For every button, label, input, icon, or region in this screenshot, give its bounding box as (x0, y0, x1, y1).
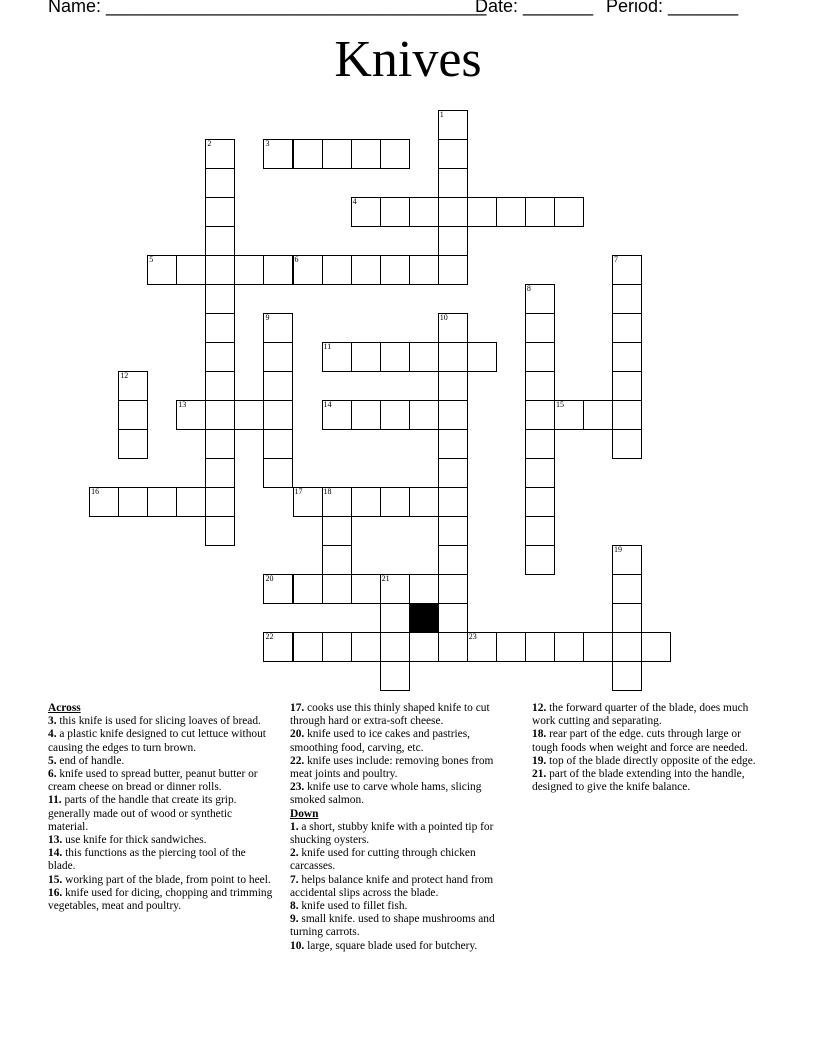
grid-cell[interactable] (118, 371, 148, 401)
clue-number: 2. (290, 847, 299, 860)
grid-cell[interactable] (118, 487, 148, 517)
grid-cell[interactable] (612, 545, 642, 575)
clue (48, 887, 274, 913)
grid-cell[interactable] (322, 487, 352, 517)
grid-cell[interactable] (351, 255, 381, 285)
grid-cell[interactable] (263, 313, 293, 343)
grid-cell[interactable] (351, 400, 381, 430)
clue-text: cooks use this thinly shaped knife to cut through hard or extra-soft cheese. (290, 702, 490, 728)
clue (290, 940, 516, 953)
grid-cell[interactable] (380, 197, 410, 227)
grid-cell[interactable] (351, 574, 381, 604)
grid-cell[interactable] (525, 313, 555, 343)
cell-number: 3 (265, 138, 270, 148)
grid-cell[interactable] (176, 400, 206, 430)
clue-text: knife used for dicing, chopping and trimming vegetables, meat and poultry. (48, 886, 273, 913)
grid-cell[interactable] (525, 458, 555, 488)
cell-number: 22 (265, 632, 274, 642)
grid-cell[interactable] (438, 342, 468, 372)
cell-number: 8 (526, 283, 531, 293)
grid-cell[interactable] (525, 197, 555, 227)
clue-number: 8. (290, 900, 299, 913)
grid-cell[interactable] (322, 255, 352, 285)
clue-text: this functions as the piercing tool of the blade. (48, 847, 246, 873)
grid-cell[interactable] (205, 458, 235, 488)
grid-cell[interactable] (351, 487, 381, 517)
clue-text: knife used to fillet fish. (298, 900, 408, 913)
grid-cell[interactable] (205, 197, 235, 227)
grid-cell[interactable] (176, 255, 206, 285)
grid-cell[interactable] (351, 197, 381, 227)
grid-cell[interactable] (467, 197, 497, 227)
grid-cell[interactable] (147, 487, 177, 517)
clue-number: 10. (290, 939, 305, 952)
grid-cell[interactable] (351, 342, 381, 372)
grid-cell[interactable] (322, 574, 352, 604)
grid-cell[interactable] (263, 574, 293, 604)
clue (532, 755, 768, 768)
grid-cell[interactable] (525, 429, 555, 459)
grid-cell[interactable] (263, 255, 293, 285)
grid-cell[interactable] (176, 487, 206, 517)
grid-cell[interactable] (205, 516, 235, 546)
grid-cell[interactable] (380, 632, 410, 662)
page-title: Knives (334, 31, 482, 88)
clue-text: top of the blade directly opposite of the edge. (546, 754, 756, 767)
clue-number: 9. (290, 913, 299, 926)
grid-cell[interactable] (438, 458, 468, 488)
grid-cell[interactable] (612, 429, 642, 459)
name-field: Name: ______________________________________ (48, 0, 487, 16)
grid-cell[interactable] (525, 284, 555, 314)
clue-number: 16. (48, 886, 63, 899)
clue-text: working part of the blade, from point to heel. (62, 873, 271, 886)
grid-cell[interactable] (89, 487, 119, 517)
grid-cell[interactable] (380, 574, 410, 604)
clue (532, 728, 768, 754)
grid-cell[interactable] (525, 371, 555, 401)
clue (532, 768, 768, 794)
date-field: Date: _______ (475, 0, 594, 16)
grid-cell[interactable] (263, 400, 293, 430)
clue-number: 21. (532, 768, 547, 781)
grid-block (409, 603, 439, 633)
cell-number: 14 (323, 400, 332, 409)
clue (48, 715, 274, 728)
grid-cell[interactable] (205, 487, 235, 517)
grid-cell[interactable] (409, 342, 439, 372)
clue (290, 728, 516, 754)
clue-number: 19. (532, 754, 547, 767)
clue-number: 22. (290, 754, 305, 767)
cell-number: 9 (265, 312, 270, 322)
grid-cell[interactable] (380, 661, 410, 691)
grid-cell[interactable] (380, 487, 410, 517)
clue-number: 6. (48, 768, 57, 781)
grid-cell[interactable] (322, 545, 352, 575)
grid-cell[interactable] (525, 342, 555, 372)
clue-number: 11. (48, 794, 62, 807)
grid-cell[interactable] (293, 574, 323, 604)
down-heading: Down (290, 807, 319, 820)
cell-number: 10 (439, 312, 448, 322)
grid-cell[interactable] (409, 400, 439, 430)
grid-cell[interactable] (205, 429, 235, 459)
grid-cell[interactable] (554, 400, 584, 430)
cell-number: 17 (294, 487, 303, 497)
clue (48, 794, 274, 834)
clue-text: knife used for cutting through chicken carcasses. (290, 847, 476, 873)
cell-number: 2 (207, 138, 212, 148)
grid-cell[interactable] (525, 487, 555, 517)
clue (290, 913, 516, 939)
grid-cell[interactable] (438, 226, 468, 256)
grid-cell[interactable] (322, 139, 352, 169)
clue (290, 821, 516, 847)
clue-number: 15. (48, 873, 63, 886)
clue-number: 12. (532, 702, 547, 714)
cell-number: 4 (352, 196, 357, 206)
grid-cell[interactable] (118, 400, 148, 430)
grid-cell[interactable] (438, 516, 468, 546)
grid-cell[interactable] (234, 400, 264, 430)
grid-cell[interactable] (205, 371, 235, 401)
grid-cell[interactable] (351, 139, 381, 169)
grid-cell[interactable] (612, 371, 642, 401)
clue (290, 781, 516, 807)
cell-number: 23 (468, 632, 477, 642)
clue-text: part of the blade extending into the handle, designed to give the knife balance. (532, 768, 745, 794)
grid-cell[interactable] (205, 255, 235, 285)
grid-cell[interactable] (554, 197, 584, 227)
grid-cell[interactable] (438, 371, 468, 401)
cell-number: 6 (294, 254, 299, 264)
grid-cell[interactable] (322, 342, 352, 372)
grid-cell[interactable] (293, 487, 323, 517)
grid-cell[interactable] (525, 400, 555, 430)
grid-cell[interactable] (438, 545, 468, 575)
grid-cell[interactable] (438, 400, 468, 430)
clue-text: helps balance knife and protect hand from accidental slips across the blade. (290, 873, 494, 899)
grid-cell[interactable] (525, 632, 555, 662)
grid-cell[interactable] (263, 632, 293, 662)
cell-number: 11 (323, 341, 332, 351)
grid-cell[interactable] (438, 255, 468, 285)
clue-text: knife use to carve whole hams, slicing smoked salmon. (290, 781, 482, 807)
clue-text: a short, stubby knife with a pointed tip for shucking oysters. (290, 820, 494, 847)
cell-number: 21 (381, 574, 390, 584)
clue-number: 4. (48, 728, 57, 741)
grid-cell[interactable] (438, 139, 468, 169)
clue-text: large, square blade used for butchery. (304, 939, 478, 952)
clue-text: knife used to spread butter, peanut butter or cream cheese on bread or dinner rolls. (48, 768, 258, 794)
clue-text: the forward quarter of the blade, does much work cutting and separating. (532, 702, 749, 728)
clue-number: 20. (290, 728, 305, 741)
clue-text: small knife. used to shape mushrooms and turning carrots. (290, 913, 495, 939)
grid-cell[interactable] (612, 255, 642, 285)
grid-cell[interactable] (205, 168, 235, 198)
grid-cell[interactable] (380, 139, 410, 169)
grid-cell[interactable] (612, 661, 642, 691)
grid-cell[interactable] (380, 255, 410, 285)
clue (290, 874, 516, 900)
clue (290, 702, 516, 728)
clues-column-3 (532, 702, 768, 794)
cell-number: 13 (178, 400, 187, 409)
clue-text: this knife is used for slicing loaves of bread. (56, 715, 261, 728)
grid-cell[interactable] (438, 487, 468, 517)
grid-cell[interactable] (205, 139, 235, 169)
clue (48, 834, 274, 847)
period-field: Period: _______ (606, 0, 739, 16)
clue-text: parts of the handle that create its grip. generally made out of wood or synthetic material. (48, 794, 237, 833)
grid-cell[interactable] (409, 197, 439, 227)
cell-number: 18 (323, 487, 332, 497)
clue-text: end of handle. (56, 754, 125, 767)
clue-number: 1. (290, 820, 299, 833)
grid-cell[interactable] (612, 284, 642, 314)
grid-cell[interactable] (612, 603, 642, 633)
cell-number: 16 (91, 487, 100, 497)
grid-cell[interactable] (293, 139, 323, 169)
grid-cell[interactable] (380, 342, 410, 372)
grid-cell[interactable] (322, 516, 352, 546)
clue-text: rear part of the edge. cuts through large or tough foods when weight and force are needed. (532, 728, 748, 754)
clue (48, 874, 274, 887)
cell-number: 12 (120, 370, 129, 380)
grid-cell[interactable] (409, 487, 439, 517)
grid-cell[interactable] (322, 400, 352, 430)
grid-cell[interactable] (438, 574, 468, 604)
clue (48, 755, 274, 768)
grid-cell[interactable] (554, 632, 584, 662)
grid-cell[interactable] (525, 545, 555, 575)
grid-cell[interactable] (612, 632, 642, 662)
grid-cell[interactable] (409, 632, 439, 662)
grid-cell[interactable] (205, 400, 235, 430)
cell-number: 1 (439, 109, 444, 119)
clue-text: a plastic knife designed to cut lettuce without causing the edges to turn brown. (48, 728, 266, 754)
grid-cell[interactable] (438, 197, 468, 227)
grid-cell[interactable] (467, 632, 497, 662)
grid-cell[interactable] (147, 255, 177, 285)
grid-cell[interactable] (438, 632, 468, 662)
grid-cell[interactable] (322, 632, 352, 662)
clue-number: 23. (290, 781, 305, 794)
clue-number: 7. (290, 873, 299, 886)
clue (290, 900, 516, 913)
grid-cell[interactable] (525, 516, 555, 546)
grid-cell[interactable] (380, 603, 410, 633)
clue-number: 5. (48, 754, 57, 767)
cell-number: 15 (555, 400, 564, 409)
grid-cell[interactable] (467, 342, 497, 372)
grid-cell[interactable] (409, 255, 439, 285)
grid-cell[interactable] (438, 313, 468, 343)
clue-number: 18. (532, 728, 547, 741)
clue-number: 3. (48, 715, 57, 728)
grid-cell[interactable] (438, 603, 468, 633)
grid-cell[interactable] (263, 429, 293, 459)
clue-number: 14. (48, 847, 63, 860)
grid-cell[interactable] (263, 371, 293, 401)
clue (532, 702, 768, 728)
grid-cell[interactable] (293, 255, 323, 285)
clue-text: knife used to ice cakes and pastries, smoothing food, carving, etc. (290, 728, 470, 754)
grid-cell[interactable] (438, 110, 468, 140)
grid-cell[interactable] (496, 197, 526, 227)
clue (48, 768, 274, 794)
grid-cell[interactable] (380, 400, 410, 430)
grid-cell[interactable] (612, 400, 642, 430)
grid-cell[interactable] (205, 313, 235, 343)
grid-cell[interactable] (496, 632, 526, 662)
clues-column-1 (48, 702, 274, 913)
clue-number: 13. (48, 834, 63, 847)
clue (48, 847, 274, 873)
clues-column-2 (290, 702, 516, 953)
grid-cell[interactable] (438, 168, 468, 198)
grid-cell[interactable] (205, 342, 235, 372)
clue-text: knife uses include: removing bones from meat joints and poultry. (290, 754, 494, 781)
across-heading: Across (48, 702, 81, 714)
grid-cell[interactable] (263, 458, 293, 488)
grid-cell[interactable] (118, 429, 148, 459)
grid-cell[interactable] (234, 255, 264, 285)
clue-text: use knife for thick sandwiches. (62, 834, 207, 847)
grid-cell[interactable] (583, 400, 613, 430)
grid-cell[interactable] (583, 632, 613, 662)
grid-cell[interactable] (293, 632, 323, 662)
grid-cell[interactable] (612, 574, 642, 604)
grid-cell[interactable] (409, 574, 439, 604)
cell-number: 5 (149, 254, 154, 264)
grid-cell[interactable] (438, 429, 468, 459)
clue (290, 755, 516, 781)
grid-cell[interactable] (205, 284, 235, 314)
grid-cell[interactable] (612, 313, 642, 343)
grid-cell[interactable] (263, 139, 293, 169)
clue-number: 17. (290, 702, 305, 714)
grid-cell[interactable] (205, 226, 235, 256)
clue (48, 728, 274, 754)
grid-cell[interactable] (351, 632, 381, 662)
clue (290, 847, 516, 873)
cell-number: 7 (614, 254, 619, 264)
grid-cell[interactable] (641, 632, 671, 662)
grid-cell[interactable] (263, 342, 293, 372)
cell-number: 19 (614, 545, 623, 555)
grid-cell[interactable] (612, 342, 642, 372)
cell-number: 20 (265, 574, 274, 584)
